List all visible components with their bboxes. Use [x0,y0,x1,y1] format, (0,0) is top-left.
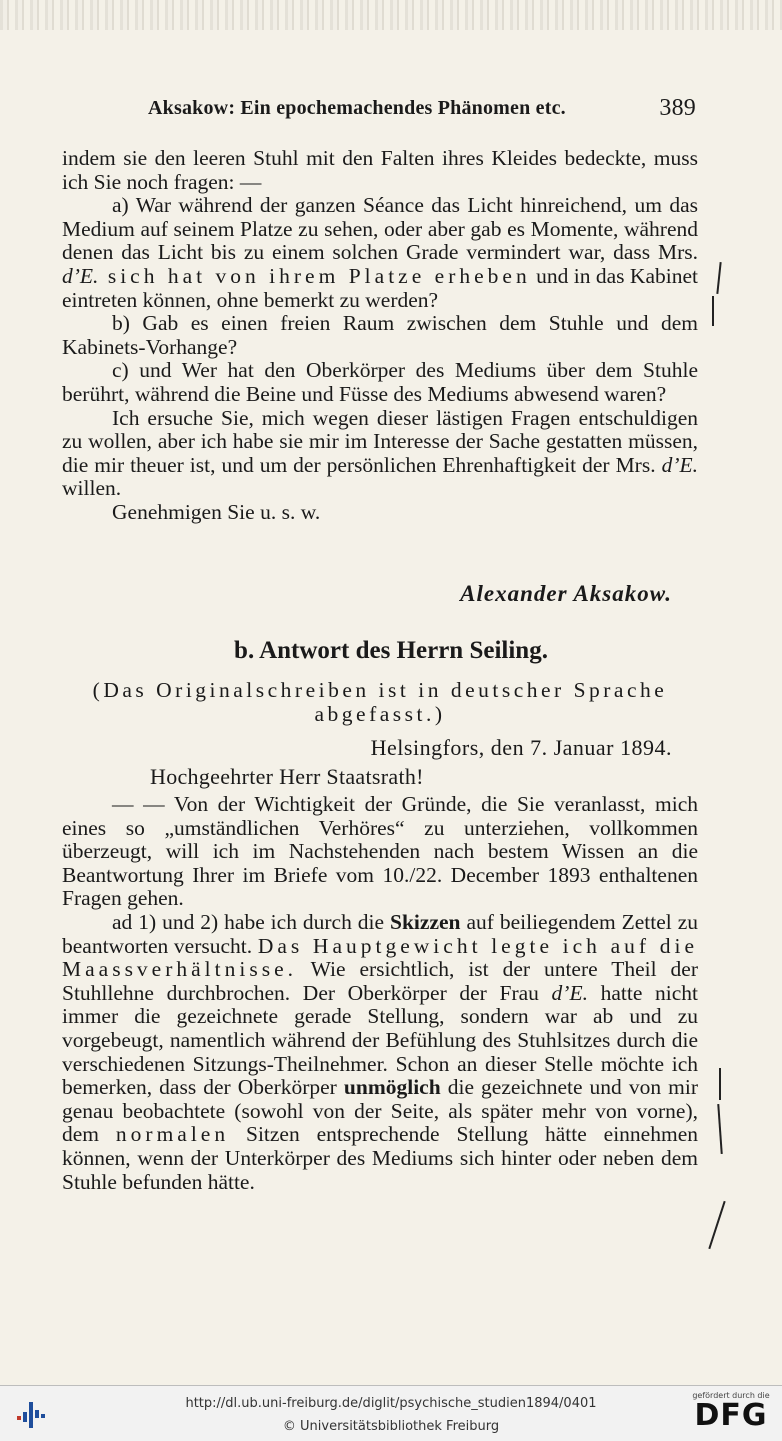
section-heading: b. Antwort des Herrn Seiling. [234,637,548,664]
place-date: Helsingfors, den 7. Januar 1894. [370,735,672,760]
spaced-emphasis: sich hat von ihrem Platze erheben [98,263,531,288]
running-head [148,95,696,125]
running-head-title: Aksakow: Ein epochemachendes Phänomen etc. [148,97,566,119]
name-abbrev: d’E. [661,452,698,477]
page-number: 389 [659,95,696,121]
scan-edge-noise [0,0,782,30]
language-note: (Das Originalschreiben ist in deutscher Sprache abgefasst.) [92,678,668,726]
dfg-caption: gefördert durch die [692,1391,770,1400]
dfg-logo [688,1391,774,1437]
margin-mark [717,1104,722,1154]
paragraph: indem sie den leeren Stuhl mit den Falten ihres Kleides bedeckte, muss ich Sie noch fragen: — [62,146,698,194]
paragraph-question-b: b) Gab es einen freien Raum zwischen dem Stuhle und dem Kabinets-Vorhange? [62,311,698,359]
name-abbrev: d’E. [62,263,99,288]
margin-mark [712,296,714,326]
spaced-emphasis: normalen [115,1122,230,1147]
paragraph: ad 1) und 2) habe ich durch die Skizzen auf beiliegendem Zettel zu beantworten versucht. Das Hauptgewicht legte ich auf die Maassverhältnisse. Wie ersichtlich, ist der untere Theil der Stuhllehne durchbrochen. Der Oberkörper der Frau d’E. hatte nicht immer die gezeichnete gerade Stellung, sondern war ab und zu vorgebeugt, namentlich während der Befühlung des Stuhlsitzes durch die verschiedenen Sitzungs-Theilnehmer. Schon an dieser Stelle möchte ich bemerken, dass der Oberkörper unmöglich die gezeichnete und von mir genau beobachtete (sowohl von der Seite, als später mehr von vorne), dem normalen Sitzen entsprechende Stellung hätte einnehmen können, wenn der Unterkörper des Mediums sich hinter oder neben dem Stuhle befunden hätte. [62,909,698,1194]
paragraph-question-a: a) War während der ganzen Séance das Licht hinreichend, um das Medium auf seinem Platze zu sehen, oder aber gab es Momente, während denen das Licht bis zu einem solchen Grade vermindert war, dass Mrs. d’E. sich hat von ihrem Platze erheben und in das Kabinet eintreten können, ohne bemerkt zu werden? [62,193,698,312]
paragraph: Ich ersuche Sie, mich wegen dieser lästigen Fragen entschuldigen zu wollen, aber ich habe sie mir im Interesse der Sache gestatten müssen, die mir theuer ist, und um der persönlichen Ehrenhaftigkeit der Mrs. d’E. willen. [62,405,698,501]
dfg-wordmark: DFG [694,1398,768,1433]
bold-term: unmöglich [343,1075,441,1100]
page-url-link[interactable]: http://dl.ub.uni-freiburg.de/diglit/psychische_studien1894/0401 [185,1396,597,1411]
spaced-emphasis: Das Hauptgewicht legte ich auf die Maassverhältnisse. [62,933,698,982]
signature: Alexander Aksakow. [460,581,672,606]
letter-body-1 [62,147,698,525]
name-abbrev: d’E. [551,980,588,1005]
salutation: Hochgeehrter Herr Staatsrath! [150,764,424,789]
margin-mark [708,1201,725,1249]
closing-formula: Genehmigen Sie u. s. w. [112,499,321,524]
margin-mark [716,262,721,294]
paragraph-question-c: c) und Wer hat den Oberkörper des Mediums über dem Stuhle berührt, während die Beine und Füsse des Mediums abwesend waren? [62,358,698,406]
letter-body-2 [62,793,698,1194]
bold-term: Skizzen [390,909,461,934]
viewer-footer [0,1385,782,1441]
copyright: © Universitätsbibliothek Freiburg [282,1419,500,1434]
margin-mark [719,1068,721,1100]
paragraph: — — Von der Wichtigkeit der Gründe, die Sie veranlasst, mich eines so „umständlichen Verhöres“ zu unterziehen, vollkommen überzeugt, will ich im Nachstehenden nach bestem Wissen an die Beantwortung Ihrer im Briefe vom 10./22. December 1893 enthaltenen Fragen gehen. [62,792,698,911]
